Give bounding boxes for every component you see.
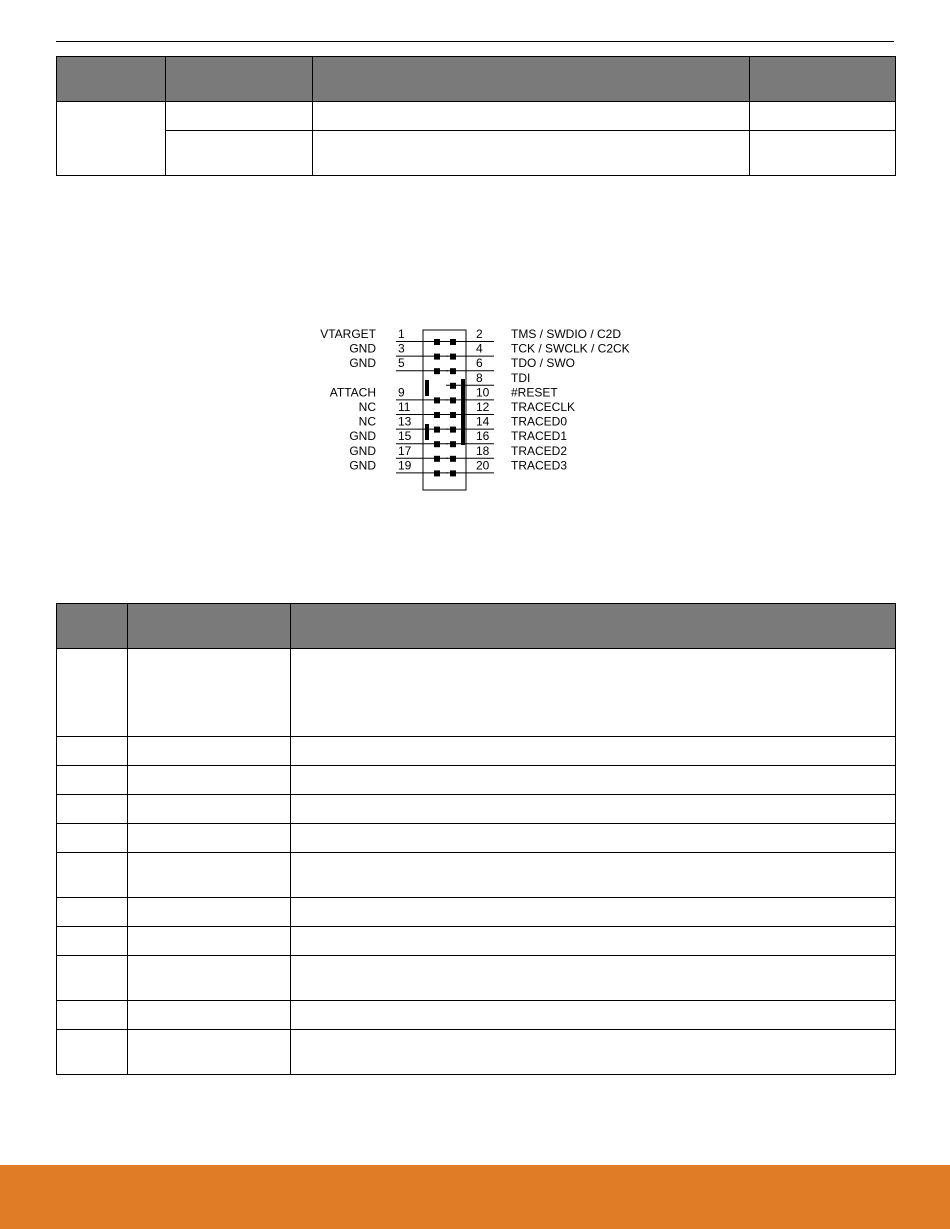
table-cell <box>313 131 750 176</box>
table-row <box>57 649 896 737</box>
pin-pad <box>434 397 440 403</box>
header-cell <box>128 604 291 649</box>
table-cell <box>57 824 128 853</box>
pin-pad <box>450 339 456 345</box>
table-cell <box>57 956 128 1001</box>
pin-description-table <box>56 603 896 1075</box>
pin-signal-label: GND <box>349 458 376 473</box>
pin-signal-label: NC <box>358 414 376 429</box>
pin-pad <box>434 412 440 418</box>
table-row <box>57 131 896 176</box>
table-row <box>57 956 896 1001</box>
pin-pad <box>450 412 456 418</box>
pin-signal-label: TCK / SWCLK / C2CK <box>511 341 630 356</box>
debug-connector-pinout-diagram <box>300 320 660 500</box>
pin-number: 4 <box>476 341 483 356</box>
pin-pad <box>434 427 440 433</box>
table-cell <box>57 766 128 795</box>
pin-pad <box>434 441 440 447</box>
table-cell <box>291 898 896 927</box>
pin-signal-label: TDI <box>511 370 531 385</box>
pin-signal-label: TRACED3 <box>511 458 568 473</box>
pin-pad <box>434 368 440 374</box>
pin-number: 17 <box>398 443 412 458</box>
pin-signal-label: TMS / SWDIO / C2D <box>511 327 622 341</box>
pin-signal-label: GND <box>349 356 376 371</box>
pin-number: 19 <box>398 458 412 473</box>
table-cell <box>128 795 291 824</box>
pin-number: 3 <box>398 341 405 356</box>
pin-signal-label: VTARGET <box>320 327 376 341</box>
table-row <box>57 1001 896 1030</box>
pin-number: 2 <box>476 327 483 341</box>
table-cell <box>128 898 291 927</box>
table-row <box>57 1030 896 1075</box>
header-cell <box>313 57 750 102</box>
table-row <box>57 824 896 853</box>
pin-signal-label: TRACED0 <box>511 414 568 429</box>
connector-outline <box>423 330 466 490</box>
pin-number: 13 <box>398 414 412 429</box>
header-cell <box>57 57 166 102</box>
table-cell <box>128 853 291 898</box>
pin-pad <box>450 427 456 433</box>
table-row <box>57 795 896 824</box>
pin-signal-label: TRACED2 <box>511 443 568 458</box>
table-row <box>57 927 896 956</box>
table-cell <box>750 102 896 131</box>
table-cell <box>128 649 291 737</box>
pin-number: 9 <box>398 385 405 400</box>
table-cell <box>291 766 896 795</box>
table-cell <box>57 737 128 766</box>
table-cell <box>750 131 896 176</box>
table-cell <box>128 956 291 1001</box>
table-cell <box>57 795 128 824</box>
table-cell <box>291 824 896 853</box>
keying-bar <box>461 379 465 445</box>
table-cell <box>128 766 291 795</box>
header-cell <box>166 57 313 102</box>
pin-number: 1 <box>398 327 405 341</box>
table-cell <box>57 898 128 927</box>
pin-pad <box>450 441 456 447</box>
table-header-row <box>57 604 896 649</box>
pin-number: 12 <box>476 400 490 414</box>
pin-number: 16 <box>476 429 490 444</box>
pin-signal-label: ATTACH <box>329 385 376 400</box>
pin-pad <box>450 354 456 360</box>
table-cell <box>291 1030 896 1075</box>
table-row <box>57 102 896 131</box>
table-cell <box>166 102 313 131</box>
pin-pad <box>450 383 456 389</box>
upper-table <box>56 56 896 176</box>
pin-number: 18 <box>476 443 490 458</box>
table-cell <box>291 927 896 956</box>
header-cell <box>750 57 896 102</box>
pin-number: 10 <box>476 385 490 400</box>
table-cell <box>57 649 128 737</box>
footer-band <box>0 1165 950 1229</box>
header-rule <box>56 41 894 42</box>
pin-signal-label: TDO / SWO <box>511 356 575 371</box>
table-row <box>57 853 896 898</box>
table-cell <box>291 737 896 766</box>
pin-signal-label: TRACED1 <box>511 429 568 444</box>
pin-number: 11 <box>398 400 411 414</box>
pin-number: 14 <box>476 414 490 429</box>
table-cell <box>313 102 750 131</box>
table-row <box>57 737 896 766</box>
table-cell <box>128 824 291 853</box>
pin-pad <box>434 456 440 462</box>
table-cell <box>57 102 166 176</box>
pin-signal-label: #RESET <box>511 385 558 400</box>
table-cell <box>291 795 896 824</box>
pin-signal-label: GND <box>349 429 376 444</box>
pin-signal-label: GND <box>349 341 376 356</box>
table-cell <box>128 737 291 766</box>
table-cell <box>57 927 128 956</box>
pin-number: 8 <box>476 370 483 385</box>
table-cell <box>291 956 896 1001</box>
pin-signal-label: NC <box>358 400 376 414</box>
pin-pad <box>450 470 456 476</box>
table-header-row <box>57 57 896 102</box>
header-cell <box>57 604 128 649</box>
table-cell <box>291 853 896 898</box>
table-cell <box>128 927 291 956</box>
table-cell <box>57 1030 128 1075</box>
keying-bar <box>425 424 429 440</box>
pin-pad <box>450 368 456 374</box>
table-cell <box>128 1001 291 1030</box>
pin-pad <box>450 456 456 462</box>
table-cell <box>291 1001 896 1030</box>
pin-number: 20 <box>476 458 490 473</box>
table-row <box>57 766 896 795</box>
pin-pad <box>450 397 456 403</box>
table-cell <box>57 853 128 898</box>
table-row <box>57 898 896 927</box>
keying-bar <box>425 380 429 396</box>
pin-pad <box>434 354 440 360</box>
header-cell <box>291 604 896 649</box>
pin-number: 5 <box>398 356 405 371</box>
pin-pad <box>434 470 440 476</box>
table-cell <box>57 1001 128 1030</box>
pin-number: 6 <box>476 356 483 371</box>
table-cell <box>128 1030 291 1075</box>
pin-signal-label: TRACECLK <box>511 400 576 414</box>
table-cell <box>291 649 896 737</box>
pin-signal-label: GND <box>349 443 376 458</box>
pin-number: 15 <box>398 429 412 444</box>
pin-pad <box>434 339 440 345</box>
table-cell <box>166 131 313 176</box>
